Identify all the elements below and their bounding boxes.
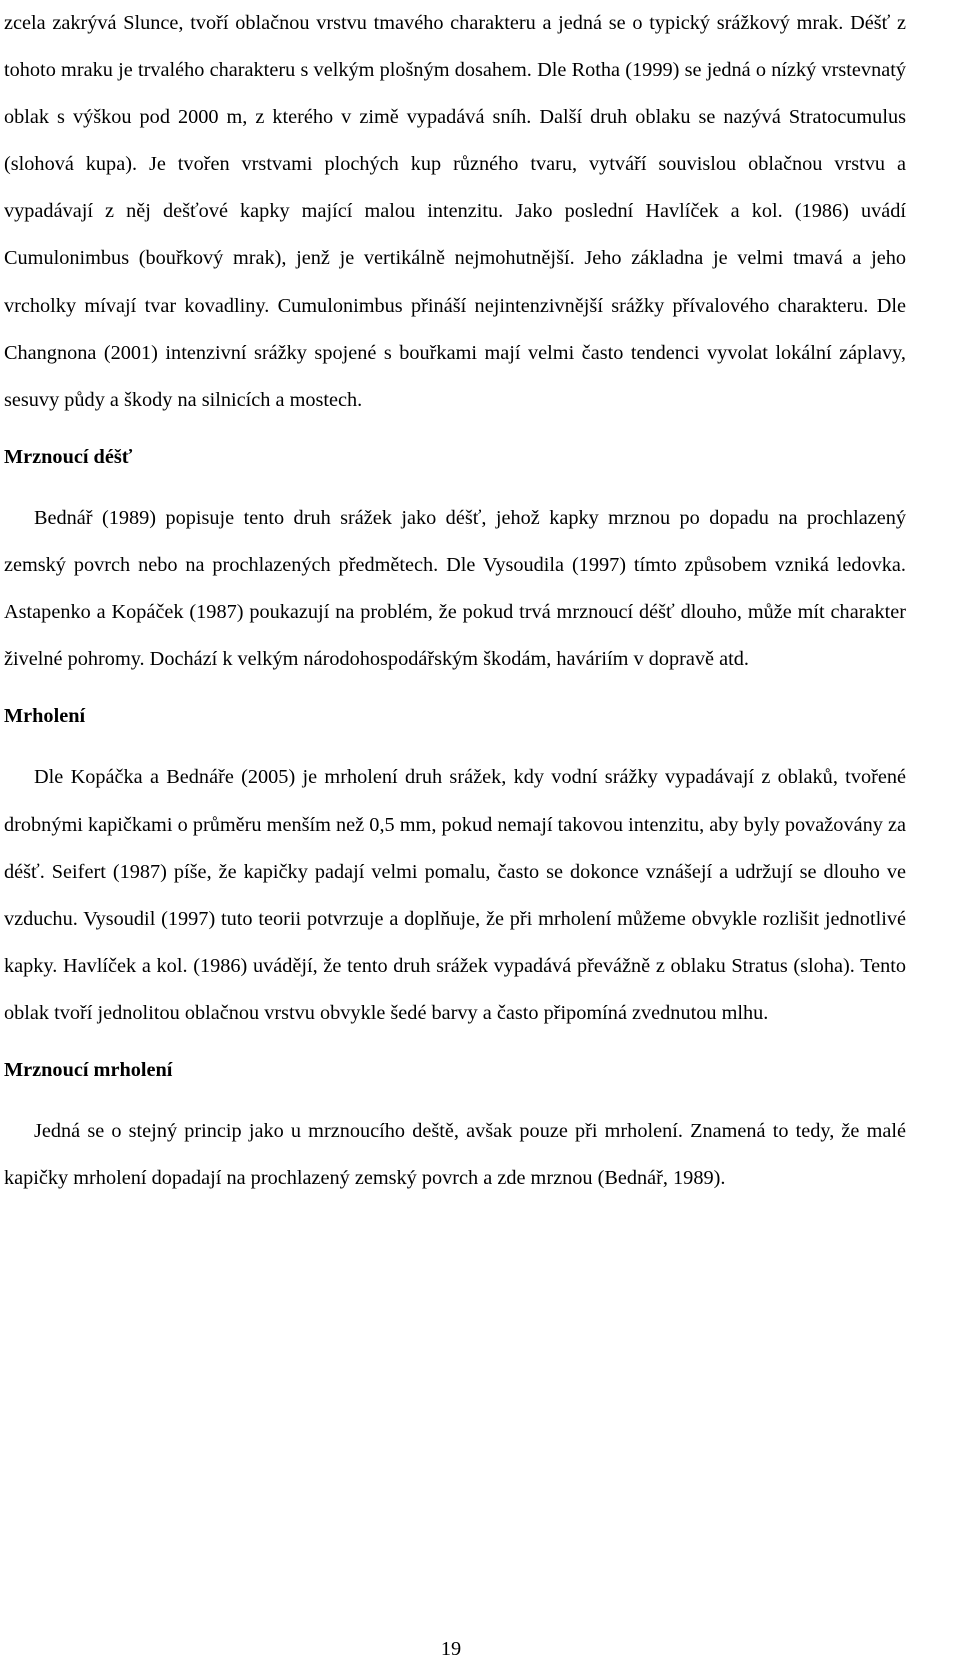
- paragraph-drizzle: Dle Kopáčka a Bednáře (2005) je mrholení druh srážek, kdy vodní srážky vypadávají z oblaků, tvořené drobnými kapičkami o průměru menším než 0,5 mm, pokud nemají takovou intenzitu, aby byly považovány za déšť. Seifert (1987) píše, že kapičky padají velmi pomalu, často se dokonce vznášejí a udržují se dlouho ve vzduchu. Vysoudil (1997) tuto teorii potvrzuje a doplňuje, že při mrholení můžeme obvykle rozlišit jednotlivé kapky. Havlíček a kol. (1986) uvádějí, že tento druh srážek vypadává převážně z oblaku Stratus (sloha). Tento oblak tvoří jednolitou oblačnou vrstvu obvykle šedé barvy a často připomíná zvednutou mlhu.: [4, 766, 906, 1024]
- paragraph-freezing-rain: Bednář (1989) popisuje tento druh srážek jako déšť, jehož kapky mrznou po dopadu na prochlazený zemský povrch nebo na prochlazených předmětech. Dle Vysoudila (1997) tímto způsobem vzniká ledovka. Astapenko a Kopáček (1987) poukazují na problém, že pokud trvá mrznoucí déšť dlouho, může mít charakter živelné pohromy. Dochází k velkým národohospodářským škodám, haváriím v dopravě atd.: [4, 506, 906, 671]
- spacer: [4, 424, 906, 434]
- spacer: [4, 1094, 906, 1108]
- spacer: [4, 683, 906, 693]
- spacer: [4, 481, 906, 495]
- heading-freezing-rain: Mrznoucí déšť: [4, 445, 133, 468]
- paragraph-clouds: zcela zakrývá Slunce, tvoří oblačnou vrstvu tmavého charakteru a jedná se o typický srážkový mrak. Déšť z tohoto mraku je trvalého charakteru s velkým plošným dosahem. Dle Rotha (1999) se jedná o nízký vrstevnatý oblak s výškou pod 2000 m, z kterého v zimě vypadává sníh. Další druh oblaku se nazývá Stratocumulus (slohová kupa). Je tvořen vrstvami plochých kup různého tvaru, vytváří souvislou oblačnou vrstvu a vypadávají z něj dešťové kapky mající malou intenzitu. Jako poslední Havlíček a kol. (1986) uvádí Cumulonimbus (bouřkový mrak), jenž je vertikálně nejmohutnější. Jeho základna je velmi tmavá a jeho vrcholky mívají tvar kovadliny. Cumulonimbus přináší nejintenzivnější srážky přívalového charakteru. Dle Changnona (2001) intenzivní srážky spojené s bouřkami mají velmi často tendenci vyvolat lokální záplavy, sesuvy půdy a škody na silnicích a mostech.: [4, 12, 906, 411]
- page-number: 19: [440, 1638, 462, 1660]
- heading-freezing-drizzle: Mrznoucí mrholení: [4, 1058, 173, 1081]
- heading-drizzle: Mrholení: [4, 705, 86, 728]
- paragraph-freezing-drizzle: Jedná se o stejný princip jako u mrznoucího deště, avšak pouze při mrholení. Znamená to tedy, že malé kapičky mrholení dopadají na prochlazený zemský povrch a zde mrznou (Bednář, 1989).: [4, 1120, 906, 1190]
- spacer: [4, 740, 906, 754]
- page-content: [4, 0, 906, 1202]
- spacer: [4, 1037, 906, 1047]
